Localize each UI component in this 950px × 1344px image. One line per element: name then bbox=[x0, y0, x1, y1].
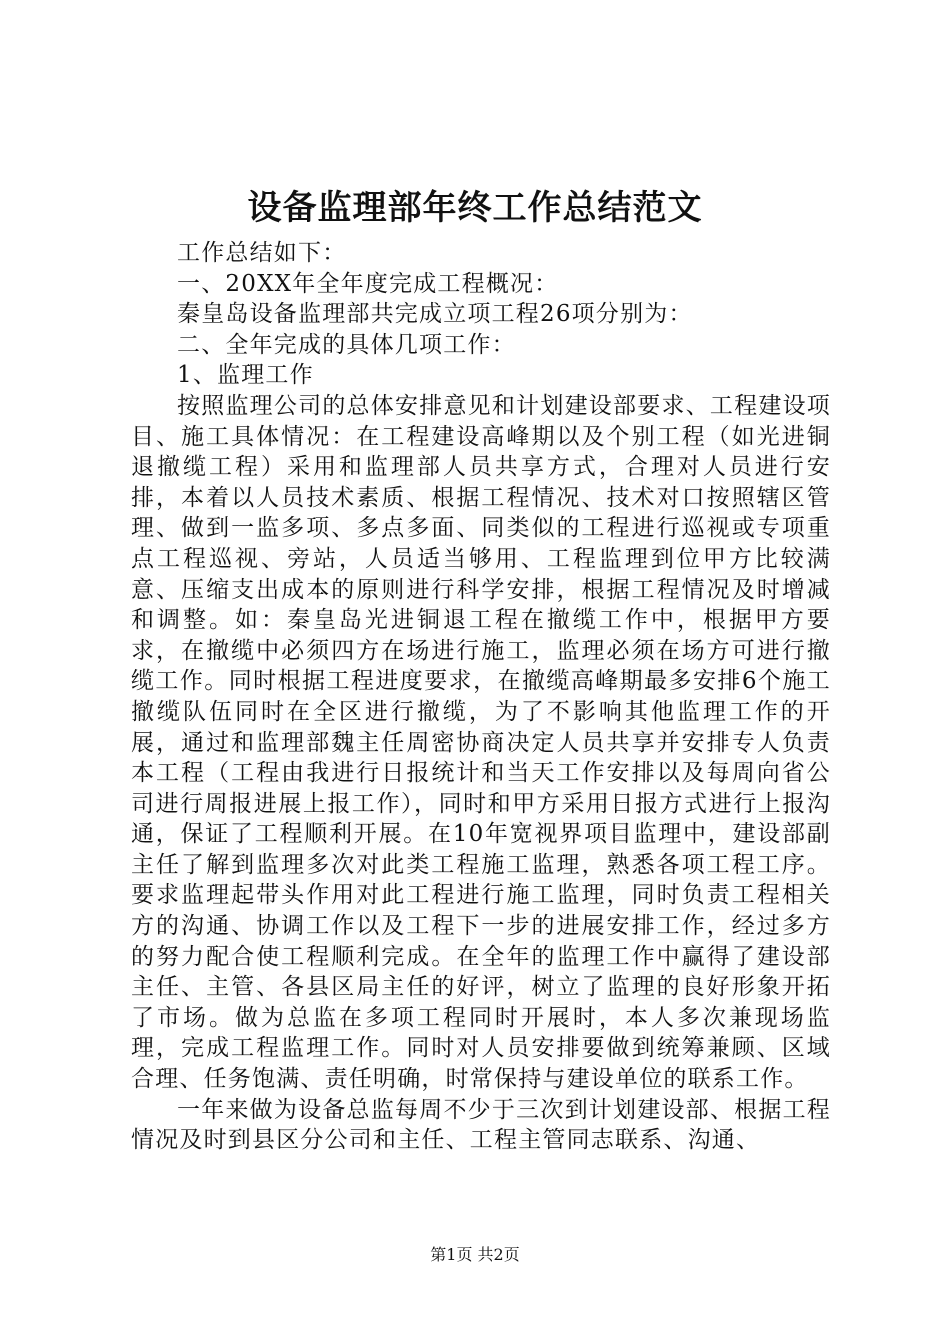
document-body bbox=[131, 238, 831, 1156]
paragraph-weekly-contact: 一年来做为设备总监每周不少于三次到计划建设部、根据工程情况及时到县区分公司和主任、工程主管同志联系、沟通、 bbox=[131, 1096, 831, 1154]
paragraph-project-count: 秦皇岛设备监理部共完成立项工程26项分别为： bbox=[177, 301, 693, 328]
document-title: 设备监理部年终工作总结范文 bbox=[247, 188, 703, 228]
paragraph-section-1-heading: 一、20XX年全年度完成工程概况： bbox=[177, 270, 559, 297]
paragraph-subsection-1-heading: 1、监理工作 bbox=[177, 362, 314, 389]
paragraph-intro: 工作总结如下： bbox=[177, 240, 347, 266]
paragraph-section-2-heading: 二、全年完成的具体几项工作： bbox=[177, 331, 516, 358]
page-footer: 第1页 共2页 bbox=[430, 1245, 520, 1264]
paragraph-supervision-work: 按照监理公司的总体安排意见和计划建设部要求、工程建设项目、施工具体情况：在工程建设高峰期以及个别工程（如光进铜退撤缆工程）采用和监理部人员共享方式，合理对人员进行安排，本着以人员技术素质、根据工程情况、技术对口按照辖区管理、做到一监多项、多点多面、同类似的工程进行巡视或专项重点工程巡视、旁站，人员适当够用、工程监理到位甲方比较满意、压缩支出成本的原则进行科学安排，根据工程情况及时增减和调整。如：秦皇岛光进铜退工程在撤缆工作中，根据甲方要求，在撤缆中必须四方在场进行施工，监理必须在场方可进行撤缆工作。同时根据工程进度要求，在撤缆高峰期最多安排6个施工撤缆队伍同时在全区进行撤缆，为了不影响其他监理工作的开展，通过和监理部魏主任周密协商决定人员共享并安排专人负责本工程（工程由我进行日报统计和当天工作安排以及每周向省公司进行周报进展上报工作），同时和甲方采用日报方式进行上报沟通，保证了工程顺利开展。在10年宽视界项目监理中，建设部副主任了解到监理多次对此类工程施工监理，熟悉各项工程工序。要求监理起带头作用对此工程进行施工监理，同时负责工程相关方的沟通、协调工作以及工程下一步的进展安排工作，经过多方的努力配合使工程顺利完成。在全年的监理工作中赢得了建设部主任、主管、各县区局主任的好评，树立了监理的良好形象开拓了市场。做为总监在多项工程同时开展时，本人多次兼现场监理，完成工程监理工作。同时对人员安排要做到统筹兼顾、区域合理、任务饱满、责任明确，时常保持与建设单位的联系工作。 bbox=[131, 392, 831, 1093]
